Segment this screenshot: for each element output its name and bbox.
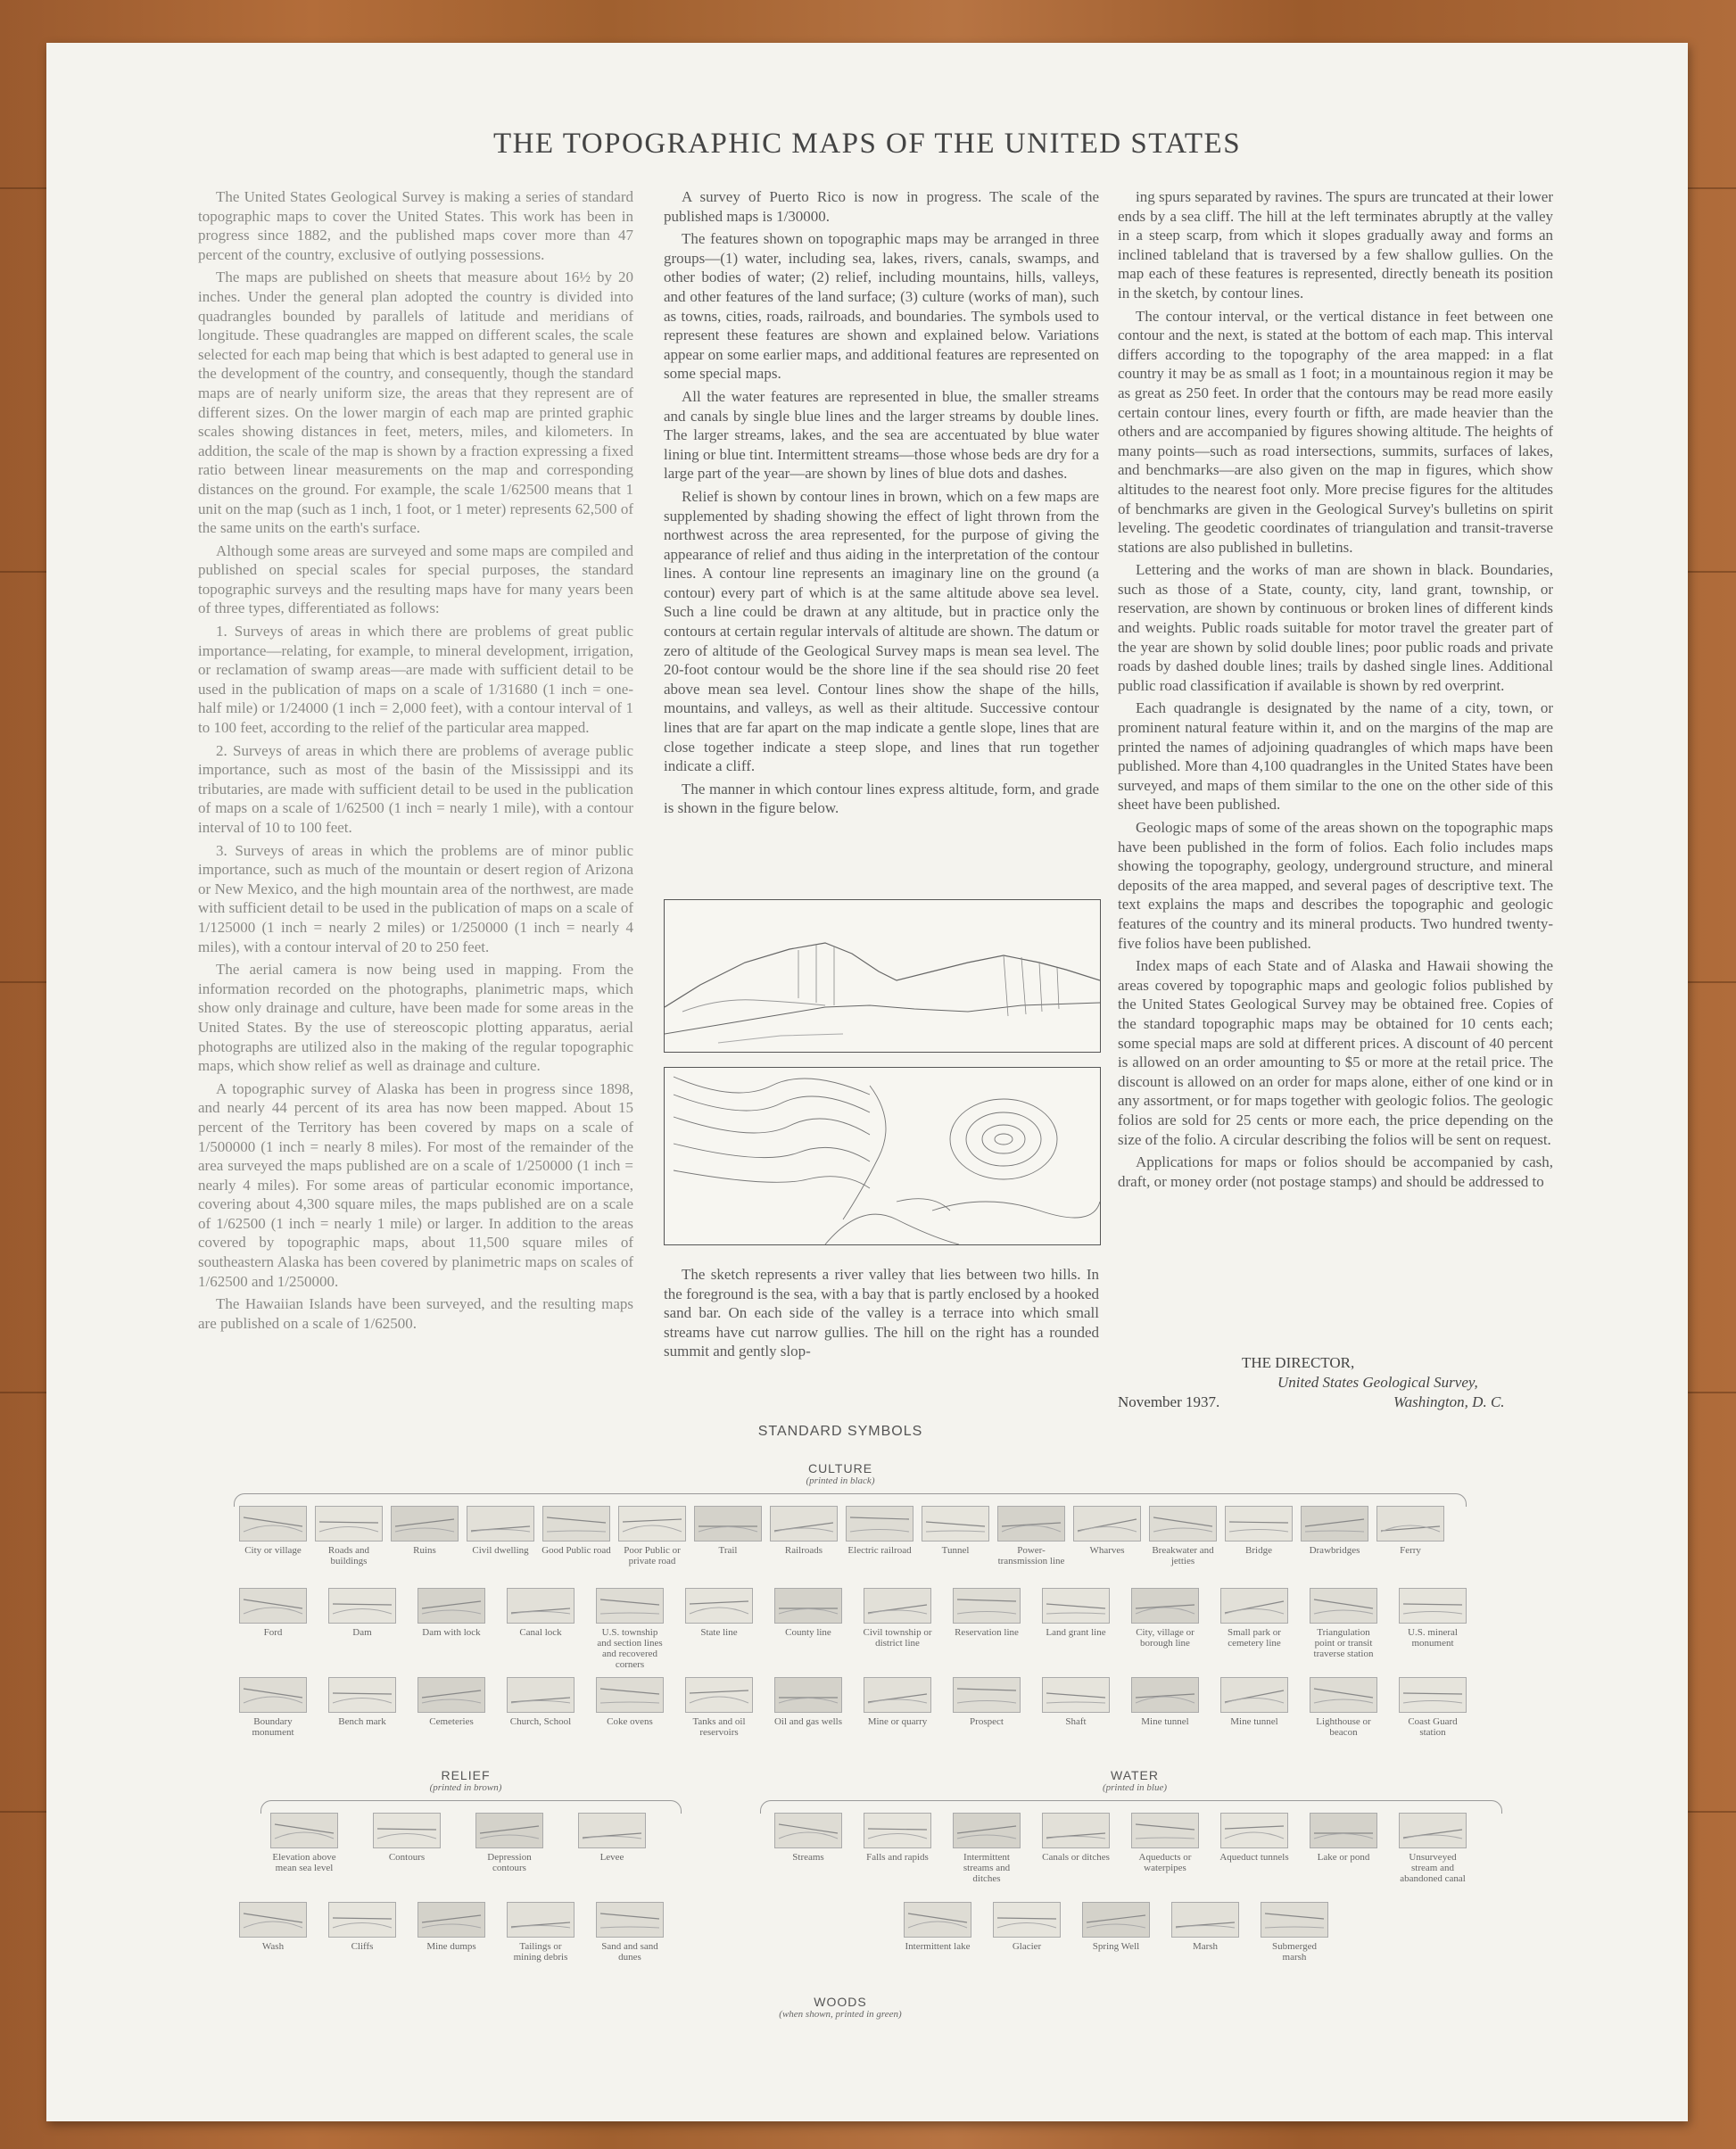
map-symbol-label: Tanks and oil reservoirs [692, 1716, 746, 1738]
map-symbol-swatch [864, 1588, 931, 1624]
map-symbol-label: Streams [792, 1852, 824, 1863]
map-symbol [952, 1813, 1021, 1884]
map-symbol-label: Civil township or district line [863, 1627, 932, 1649]
map-symbol [863, 1588, 932, 1649]
map-symbol-swatch [1310, 1813, 1377, 1848]
paragraph: Geologic maps of some of the areas shown on the topographic maps have been published in the form of folios. Each folio includes maps showing the topography, geology, underground structure, and mineral deposits of the area mapped, and several pages of descriptive text. The text explains the maps and describes the topographic and geologic features of the country and its mineral products. Two hundred twenty-five folios have been published. [1118, 819, 1553, 952]
map-symbol-swatch [239, 1902, 307, 1938]
map-symbol [845, 1506, 914, 1556]
map-symbol [314, 1506, 384, 1566]
map-symbol [1224, 1506, 1294, 1556]
map-symbol-label: City or village [244, 1545, 302, 1556]
signature-org: United States Geological Survey, [1277, 1374, 1478, 1391]
map-symbol-swatch [417, 1677, 485, 1713]
map-symbol-swatch [953, 1677, 1021, 1713]
map-symbol-swatch [1042, 1588, 1110, 1624]
map-symbol-swatch [417, 1588, 485, 1624]
map-symbol-label: Intermittent lake [905, 1941, 971, 1952]
map-symbol-label: Coke ovens [607, 1716, 653, 1727]
map-symbol [863, 1813, 932, 1863]
map-symbol-label: Bench mark [338, 1716, 386, 1727]
page-title: THE TOPOGRAPHIC MAPS OF THE UNITED STATES [492, 128, 1242, 160]
paragraph: The manner in which contour lines express altitude, form, and grade is shown in the figure below. [664, 780, 1099, 817]
relief-heading: RELIEF [441, 1768, 491, 1782]
map-symbol-swatch [1082, 1902, 1150, 1938]
map-symbol [693, 1506, 763, 1556]
map-symbol-swatch [846, 1506, 913, 1541]
map-symbol-label: Contours [388, 1852, 426, 1863]
paragraph: The sketch represents a river valley that lies between two hills. In the foreground is the sea, with a bay that is partly enclosed by a hooked sand bar. On each side of the valley is a terrace into which small streams have cut narrow gullies. The hill on the right has a rounded summit and gently slop- [664, 1266, 1099, 1360]
map-symbol-label: Prospect [970, 1716, 1004, 1727]
map-symbol-label: Unsurveyed stream and abandoned canal [1400, 1852, 1466, 1884]
paragraph: The maps are published on sheets that measure about 16½ by 20 inches. Under the general plan adopted the country is divided into quadrangles bounded by parallels of latitude and meridians of longitude. These quadrangles are mapped on different scales, the scale selected for each map being that which is best adapted to general use in the development of the country, and consequently, though the standard maps are of nearly uniform size, the areas that they represent are of different sizes. On the lower margin of each map are printed graphic scales showing distances in feet, meters, miles, and kilometers. In addition, the scale of the map is shown by a fraction expressing a fixed ratio between linear measurements on the map and corresponding distances on the ground. For example, the scale 1/62500 means that 1 unit on the map (such as 1 inch, 1 foot, or 1 meter) represents 62,500 of the same units on the earth's surface. [198, 269, 633, 537]
map-symbol-swatch [685, 1588, 753, 1624]
map-symbol-swatch [507, 1588, 575, 1624]
map-symbol [863, 1677, 932, 1727]
map-symbol-label: Falls and rapids [866, 1852, 929, 1863]
map-symbol [684, 1677, 754, 1738]
map-symbol [1309, 1813, 1378, 1863]
map-symbol-swatch [578, 1813, 646, 1848]
map-symbol-label: Wash [261, 1941, 285, 1952]
map-symbol [1398, 1813, 1467, 1884]
map-symbol-label: Ferry [1400, 1545, 1421, 1556]
map-symbol-label: Canal lock [519, 1627, 562, 1638]
map-symbol [541, 1506, 611, 1556]
map-symbol [773, 1813, 843, 1863]
map-symbol-swatch [770, 1506, 838, 1541]
map-symbol-label: Sand and sand dunes [601, 1941, 658, 1963]
map-symbol-swatch [1042, 1813, 1110, 1848]
map-symbol-label: Elevation above mean sea level [272, 1852, 336, 1873]
map-symbol [269, 1813, 339, 1873]
signature-date: November 1937. [1118, 1393, 1220, 1410]
map-symbol-swatch [904, 1902, 971, 1938]
map-symbol-label: Ruins [413, 1545, 436, 1556]
text-column-1 [198, 187, 633, 1336]
map-symbol-swatch [328, 1677, 396, 1713]
map-symbol-label: Dam with lock [422, 1627, 481, 1638]
map-symbol [417, 1677, 486, 1727]
map-symbol-label: Mine tunnel [1141, 1716, 1189, 1727]
map-symbol-label: Land grant line [1046, 1627, 1106, 1638]
map-symbol-swatch [1220, 1588, 1288, 1624]
paragraph: 3. Surveys of areas in which the problems are of minor public importance, such as much of the mountain or desert region of Arizona or New Mexico, and the high mountain area of the northwest, are made with sufficient detail to be used in the publication of maps on a scale of 1/125000 (1 inch = nearly 2 miles) or 1/250000 (1 inch = nearly 4 miles), with a contour interval of 20 to 250 feet. [198, 841, 633, 955]
map-symbol [1309, 1588, 1378, 1659]
map-symbol-swatch [507, 1902, 575, 1938]
map-symbol-swatch [328, 1588, 396, 1624]
map-symbol [903, 1902, 972, 1952]
map-symbol-label: Power-transmission line [997, 1545, 1065, 1566]
map-symbol [372, 1813, 442, 1863]
map-symbol [238, 1588, 308, 1638]
map-symbol-swatch [1399, 1588, 1467, 1624]
map-symbol-swatch [507, 1677, 575, 1713]
map-symbol-swatch [596, 1588, 664, 1624]
water-bracket [760, 1800, 1502, 1814]
map-symbol-swatch [596, 1677, 664, 1713]
culture-subheading: (printed in black) [806, 1475, 875, 1486]
map-symbol-label: Poor Public or private road [624, 1545, 681, 1566]
paragraph: Each quadrangle is designated by the name of a city, town, or prominent natural feature within it, and on the margins of the map are printed the names of adjoining quadrangles of which maps have been published. More than 4,100 quadrangles in the United States have been surveyed, and maps of them similar to the one on the other side of this sheet have been published. [1118, 699, 1553, 814]
map-symbol-label: Levee [599, 1852, 624, 1863]
map-symbol-swatch [1131, 1813, 1199, 1848]
woods-heading: WOODS [814, 1995, 867, 2009]
map-symbol [1260, 1902, 1329, 1963]
map-symbol-label: Tailings or mining debris [513, 1941, 568, 1963]
map-symbol-label: Dam [352, 1627, 372, 1638]
map-symbol [1219, 1677, 1289, 1727]
contour-map-drawing [665, 1068, 1100, 1244]
paragraph: The contour interval, or the vertical distance in feet between one contour and the next, is stated at the bottom of each map. This interval differs according to the topography of the area mapped: in a flat country it may be as small as 1 foot; in a mountainous region it may be as great as 250 feet. In order that the contours may be read more easily certain contour lines, every fourth or fifth, are made heavier than the others and are accompanied by figures showing altitude. The heights of many points—such as road intersections, summits, surfaces of lakes, and benchmarks—are also given on the map in figures, which show altitudes to the nearest foot only. More precise figures for the altitudes of benchmarks are given in the Geological Survey's bulletins on spirit leveling. The geodetic coordinates of triangulation and transit-traverse stations are also published in bulletins. [1118, 307, 1553, 556]
map-symbol-label: Bridge [1245, 1545, 1272, 1556]
text-column-2-continued [664, 1265, 1099, 1365]
map-symbol-label: Railroads [784, 1545, 823, 1556]
map-symbol-swatch [1131, 1677, 1199, 1713]
map-symbol [921, 1506, 990, 1556]
map-symbol [327, 1902, 397, 1952]
map-symbol-label: Breakwater and jetties [1152, 1545, 1214, 1566]
map-symbol [992, 1902, 1062, 1952]
map-symbol [466, 1506, 535, 1556]
map-symbol-label: Canals or ditches [1042, 1852, 1110, 1863]
map-symbol [1130, 1588, 1200, 1649]
map-symbol-swatch [1171, 1902, 1239, 1938]
map-symbol [417, 1902, 486, 1952]
map-symbol-swatch [685, 1677, 753, 1713]
map-symbol-label: Coast Guard station [1408, 1716, 1458, 1738]
map-symbol-swatch [1220, 1677, 1288, 1713]
map-symbol-swatch [475, 1813, 543, 1848]
map-symbol [506, 1677, 575, 1727]
paragraph: Applications for maps or folios should be accompanied by cash, draft, or money order (not postage stamps) and should be addressed to [1118, 1153, 1553, 1190]
map-symbol-swatch [1301, 1506, 1368, 1541]
map-symbol [1081, 1902, 1151, 1952]
map-symbol [595, 1677, 665, 1727]
map-symbol-swatch [1073, 1506, 1141, 1541]
map-symbol-label: Lighthouse or beacon [1316, 1716, 1371, 1738]
map-symbol-swatch [953, 1588, 1021, 1624]
map-symbol-swatch [1149, 1506, 1217, 1541]
map-symbol-swatch [596, 1902, 664, 1938]
map-symbol-label: Church, School [509, 1716, 572, 1727]
map-symbol-label: Glacier [1012, 1941, 1042, 1952]
map-symbol-label: Spring Well [1092, 1941, 1140, 1952]
map-symbol-swatch [922, 1506, 989, 1541]
map-symbol [952, 1677, 1021, 1727]
map-symbol-swatch [1310, 1677, 1377, 1713]
map-symbol [417, 1588, 486, 1638]
paragraph: Lettering and the works of man are shown in black. Boundaries, such as those of a State, county, city, land grant, township, or reservation, are shown by continuous or broken lines of different kinds and weights. Public roads suitable for motor travel the greater part of the year are shown by solid double lines; poor public roads and private roads by dashed double lines; trails by dashed single lines. Additional public road classification if available is shown by red overprint. [1118, 561, 1553, 694]
map-symbol-label: Depression contours [487, 1852, 532, 1873]
map-symbol-label: Ford [263, 1627, 283, 1638]
map-symbol-label: Aqueduct tunnels [1219, 1852, 1289, 1863]
map-symbol [769, 1506, 839, 1556]
map-symbol-swatch [1225, 1506, 1293, 1541]
map-symbol [1072, 1506, 1142, 1556]
map-symbol [1398, 1588, 1467, 1649]
map-symbol-swatch [239, 1506, 307, 1541]
map-symbol-swatch [1220, 1813, 1288, 1848]
map-symbol [577, 1813, 647, 1863]
map-symbol-label: City, village or borough line [1136, 1627, 1195, 1649]
map-symbol-label: Tunnel [941, 1545, 970, 1556]
valley-sketch-drawing [665, 900, 1100, 1052]
map-symbol [595, 1588, 665, 1670]
map-symbol-label: Trail [718, 1545, 738, 1556]
map-symbol [773, 1588, 843, 1638]
map-symbol-label: Intermittent streams and ditches [963, 1852, 1011, 1884]
map-symbol-label: Roads and buildings [327, 1545, 370, 1566]
map-symbol-swatch [1376, 1506, 1444, 1541]
map-symbol-swatch [774, 1677, 842, 1713]
map-symbol-label: Cemeteries [429, 1716, 474, 1727]
map-symbol-label: Wharves [1089, 1545, 1125, 1556]
map-symbol [617, 1506, 687, 1566]
map-symbol-label: Cliffs [351, 1941, 374, 1952]
map-symbol-label: State line [700, 1627, 738, 1638]
signature-place: Washington, D. C. [1393, 1393, 1505, 1410]
map-symbol [506, 1588, 575, 1638]
paragraph: A topographic survey of Alaska has been in progress since 1898, and nearly 44 percent of its area has now been mapped. About 15 percent of the Territory has been covered by maps on a scale of 1/500000 (1 inch = nearly 8 miles). For most of the remainder of the area surveyed the maps published are on a scale of 1/250000 (1 inch = nearly 4 miles). For some areas of particular economic importance, covering about 4,300 square miles, the maps published are on a scale of 1/62500 (1 inch = nearly 1 mile) or larger. In addition to the areas covered by topographic maps, about 11,500 square miles of southeastern Alaska has been covered by planimetric maps on scales of 1/62500 and 1/250000. [198, 1079, 633, 1290]
map-symbol [1219, 1588, 1289, 1649]
map-symbol [390, 1506, 459, 1556]
map-symbol-label: Lake or pond [1317, 1852, 1370, 1863]
water-heading: WATER [1111, 1768, 1159, 1782]
relief-subheading: (printed in brown) [429, 1782, 502, 1793]
map-symbol-label: U.S. township and section lines and recovered corners [597, 1627, 663, 1670]
map-symbol [996, 1506, 1066, 1566]
paragraph: Relief is shown by contour lines in brown, which on a few maps are supplemented by shading showing the effect of light thrown from the northwest across the area represented, for the purpose of giving the appearance of relief and thus aiding in the interpretation of the contour lines. A contour line represents an imaginary line on the ground (a contour) every part of which is at the same altitude above sea level. Such a line could be drawn at any altitude, but in practice only the contours at certain regular intervals of altitude are shown. The datum or zero of altitude of the Geological Survey maps is mean sea level. The 20-foot contour would be the shore line if the sea should rise 20 feet above mean sea level. Contour lines show the shape of the hills, mountains, and valleys, as well as their altitude. Successive contour lines that are far apart on the map indicate a gentle slope, lines that are close together indicate a steep slope, and lines that run together indicate a cliff. [664, 487, 1099, 775]
map-symbol-swatch [239, 1588, 307, 1624]
map-symbol-label: Marsh [1192, 1941, 1219, 1952]
map-symbol [238, 1506, 308, 1556]
map-symbol-swatch [1042, 1677, 1110, 1713]
map-symbol [1300, 1506, 1369, 1556]
map-symbol [238, 1902, 308, 1952]
map-symbol [1148, 1506, 1218, 1566]
map-symbol-swatch [618, 1506, 686, 1541]
map-symbol [327, 1677, 397, 1727]
paragraph: ing spurs separated by ravines. The spurs are truncated at their lower ends by a sea cliff. The hill at the left terminates abruptly at the valley in a steep scarp, from which it slopes gradually away and forms an inclined tableland that is traversed by a few shallow gullies. On the map each of these features is represented, directly beneath its position in the sketch, by contour lines. [1118, 188, 1553, 302]
paragraph: All the water features are represented in blue, the smaller streams and canals by single blue lines and the larger streams by double lines. The larger streams, lakes, and the sea are accentuated by blue water lining or blue tint. Intermittent streams—those whose beds are dry for a large part of the year—are shown by lines of blue dots and dashes. [664, 387, 1099, 483]
paragraph: A survey of Puerto Rico is now in progress. The scale of the published maps is 1/30000. [664, 188, 1099, 225]
map-symbol [773, 1677, 843, 1727]
paragraph: The aerial camera is now being used in mapping. From the information recorded on the photographs, planimetric maps, which show only drainage and culture, have been made for some areas in the United States. By the use of stereoscopic plotting apparatus, aerial photographs are utilized also in the making of the regular topographic maps, which show relief as well as drainage and culture. [198, 961, 633, 1075]
text-column-2 [664, 187, 1099, 822]
map-symbol-label: Boundary monument [252, 1716, 294, 1738]
map-symbol [475, 1813, 544, 1873]
text-column-3 [1118, 187, 1553, 1194]
relief-bracket [260, 1800, 682, 1814]
map-symbol [595, 1902, 665, 1963]
map-symbol-swatch [864, 1677, 931, 1713]
map-symbol-label: Aqueducts or waterpipes [1138, 1852, 1192, 1873]
map-symbol [1130, 1677, 1200, 1727]
paragraph: The Hawaiian Islands have been surveyed, and the resulting maps are published on a scale of 1/62500. [198, 1295, 633, 1332]
map-symbol-label: Electric railroad [847, 1545, 912, 1556]
paragraph: 2. Surveys of areas in which there are problems of average public importance, such as most of the basin of the Mississippi and its tributaries, are made with sufficient detail to be used in the publication of maps on a scale of 1/62500 (1 inch = nearly 1 mile), with a contour interval of 10 to 100 feet. [198, 741, 633, 836]
map-symbol-label: County line [785, 1627, 831, 1638]
map-symbol-swatch [1399, 1677, 1467, 1713]
paragraph: Index maps of each State and of Alaska and Hawaii showing the areas covered by topographic maps and geologic folios published by the United States Geological Survey may be obtained free. Copies of the standard topographic maps may be obtained for 10 cents each; some special maps are sold at different prices. A discount of 40 percent is allowed on an order amounting to $5 or more at the retail price. The discount is allowed on an order for maps alone, either of one kind or in any assortment, or for maps together with geologic folios. The geologic folios are sold for 25 cents or more each, the price depending on the size of the folio. A circular describing the folios will be sent on request. [1118, 957, 1553, 1148]
map-symbol [1041, 1677, 1111, 1727]
map-symbol-label: Mine or quarry [867, 1716, 928, 1727]
map-symbol [1170, 1902, 1240, 1952]
map-symbol-swatch [1261, 1902, 1328, 1938]
culture-heading: CULTURE [807, 1461, 873, 1475]
signature-title: THE DIRECTOR, [1242, 1354, 1355, 1371]
map-symbol [1041, 1813, 1111, 1863]
map-symbol [684, 1588, 754, 1638]
map-symbol-swatch [864, 1813, 931, 1848]
woods-subheading: (when shown, printed in green) [779, 2009, 902, 2020]
map-symbol-label: U.S. mineral monument [1408, 1627, 1458, 1649]
map-symbol-swatch [542, 1506, 610, 1541]
map-symbol-label: Mine dumps [426, 1941, 476, 1952]
culture-bracket [234, 1493, 1467, 1507]
contour-map-figure [664, 1067, 1101, 1245]
map-symbol [1130, 1813, 1200, 1873]
map-symbol-label: Drawbridges [1309, 1545, 1360, 1556]
map-symbol-swatch [997, 1506, 1065, 1541]
map-symbol-swatch [1399, 1813, 1467, 1848]
map-symbol-swatch [1131, 1588, 1199, 1624]
map-symbol [1041, 1588, 1111, 1638]
map-symbol [1219, 1813, 1289, 1863]
map-symbol [952, 1588, 1021, 1638]
map-symbol-swatch [467, 1506, 534, 1541]
map-symbol-swatch [270, 1813, 338, 1848]
map-symbol [1309, 1677, 1378, 1738]
map-symbol [238, 1677, 308, 1738]
map-symbol-label: Oil and gas wells [773, 1716, 843, 1727]
map-symbol-swatch [417, 1902, 485, 1938]
map-symbol [506, 1902, 575, 1963]
paragraph: Although some areas are surveyed and some maps are compiled and published on special scales for special purposes, the standard topographic surveys and the resulting maps have for many years been of three types, differentiated as follows: [198, 541, 633, 617]
map-sheet [46, 43, 1688, 2121]
paragraph: 1. Surveys of areas in which there are problems of great public importance—relating, for example, to mineral development, irrigation, or reclamation of swamp areas—are made with sufficient detail to be used in the publication of maps on a scale of 1/31680 (1 inch = one-half mile) or 1/24000 (1 inch = 2,000 feet), with a contour interval of 1 to 100 feet, according to the relief of the particular area mapped. [198, 623, 633, 737]
map-symbol-swatch [315, 1506, 383, 1541]
paragraph: The features shown on topographic maps may be arranged in three groups—(1) water, including sea, lakes, rivers, canals, swamps, and other bodies of water; (2) relief, including mountains, hills, valleys, and other features of the land surface; (3) culture (works of man), such as towns, cities, roads, railroads, and boundaries. The symbols used to represent these features are shown and explained below. Variations appear on some earlier maps, and additional features are represented on some special maps. [664, 230, 1099, 383]
map-symbol-swatch [953, 1813, 1021, 1848]
map-symbol [1376, 1506, 1445, 1556]
map-symbol-label: Small park or cemetery line [1228, 1627, 1281, 1649]
map-symbol [1398, 1677, 1467, 1738]
water-subheading: (printed in blue) [1102, 1782, 1168, 1793]
valley-sketch-figure [664, 899, 1101, 1053]
standard-symbols-heading: STANDARD SYMBOLS [757, 1424, 923, 1439]
map-symbol-swatch [391, 1506, 459, 1541]
paragraph: The United States Geological Survey is making a series of standard topographic maps to cover the United States. This work has been in progress since 1882, and the published maps cover more than 47 percent of the country, exclusive of outlying possessions. [198, 188, 633, 263]
map-symbol-swatch [328, 1902, 396, 1938]
map-symbol-swatch [774, 1588, 842, 1624]
map-symbol-label: Submerged marsh [1272, 1941, 1317, 1963]
map-symbol-label: Mine tunnel [1230, 1716, 1278, 1727]
map-symbol-swatch [239, 1677, 307, 1713]
map-symbol-label: Civil dwelling [472, 1545, 529, 1556]
map-symbol-label: Shaft [1065, 1716, 1087, 1727]
map-symbol-label: Triangulation point or transit traverse station [1313, 1627, 1374, 1659]
map-symbol-swatch [694, 1506, 762, 1541]
map-symbol-swatch [1310, 1588, 1377, 1624]
map-symbol-label: Good Public road [541, 1545, 611, 1556]
map-symbol-swatch [373, 1813, 441, 1848]
map-symbol-swatch [774, 1813, 842, 1848]
map-symbol-swatch [993, 1902, 1061, 1938]
map-symbol-label: Reservation line [955, 1627, 1019, 1638]
map-symbol [327, 1588, 397, 1638]
